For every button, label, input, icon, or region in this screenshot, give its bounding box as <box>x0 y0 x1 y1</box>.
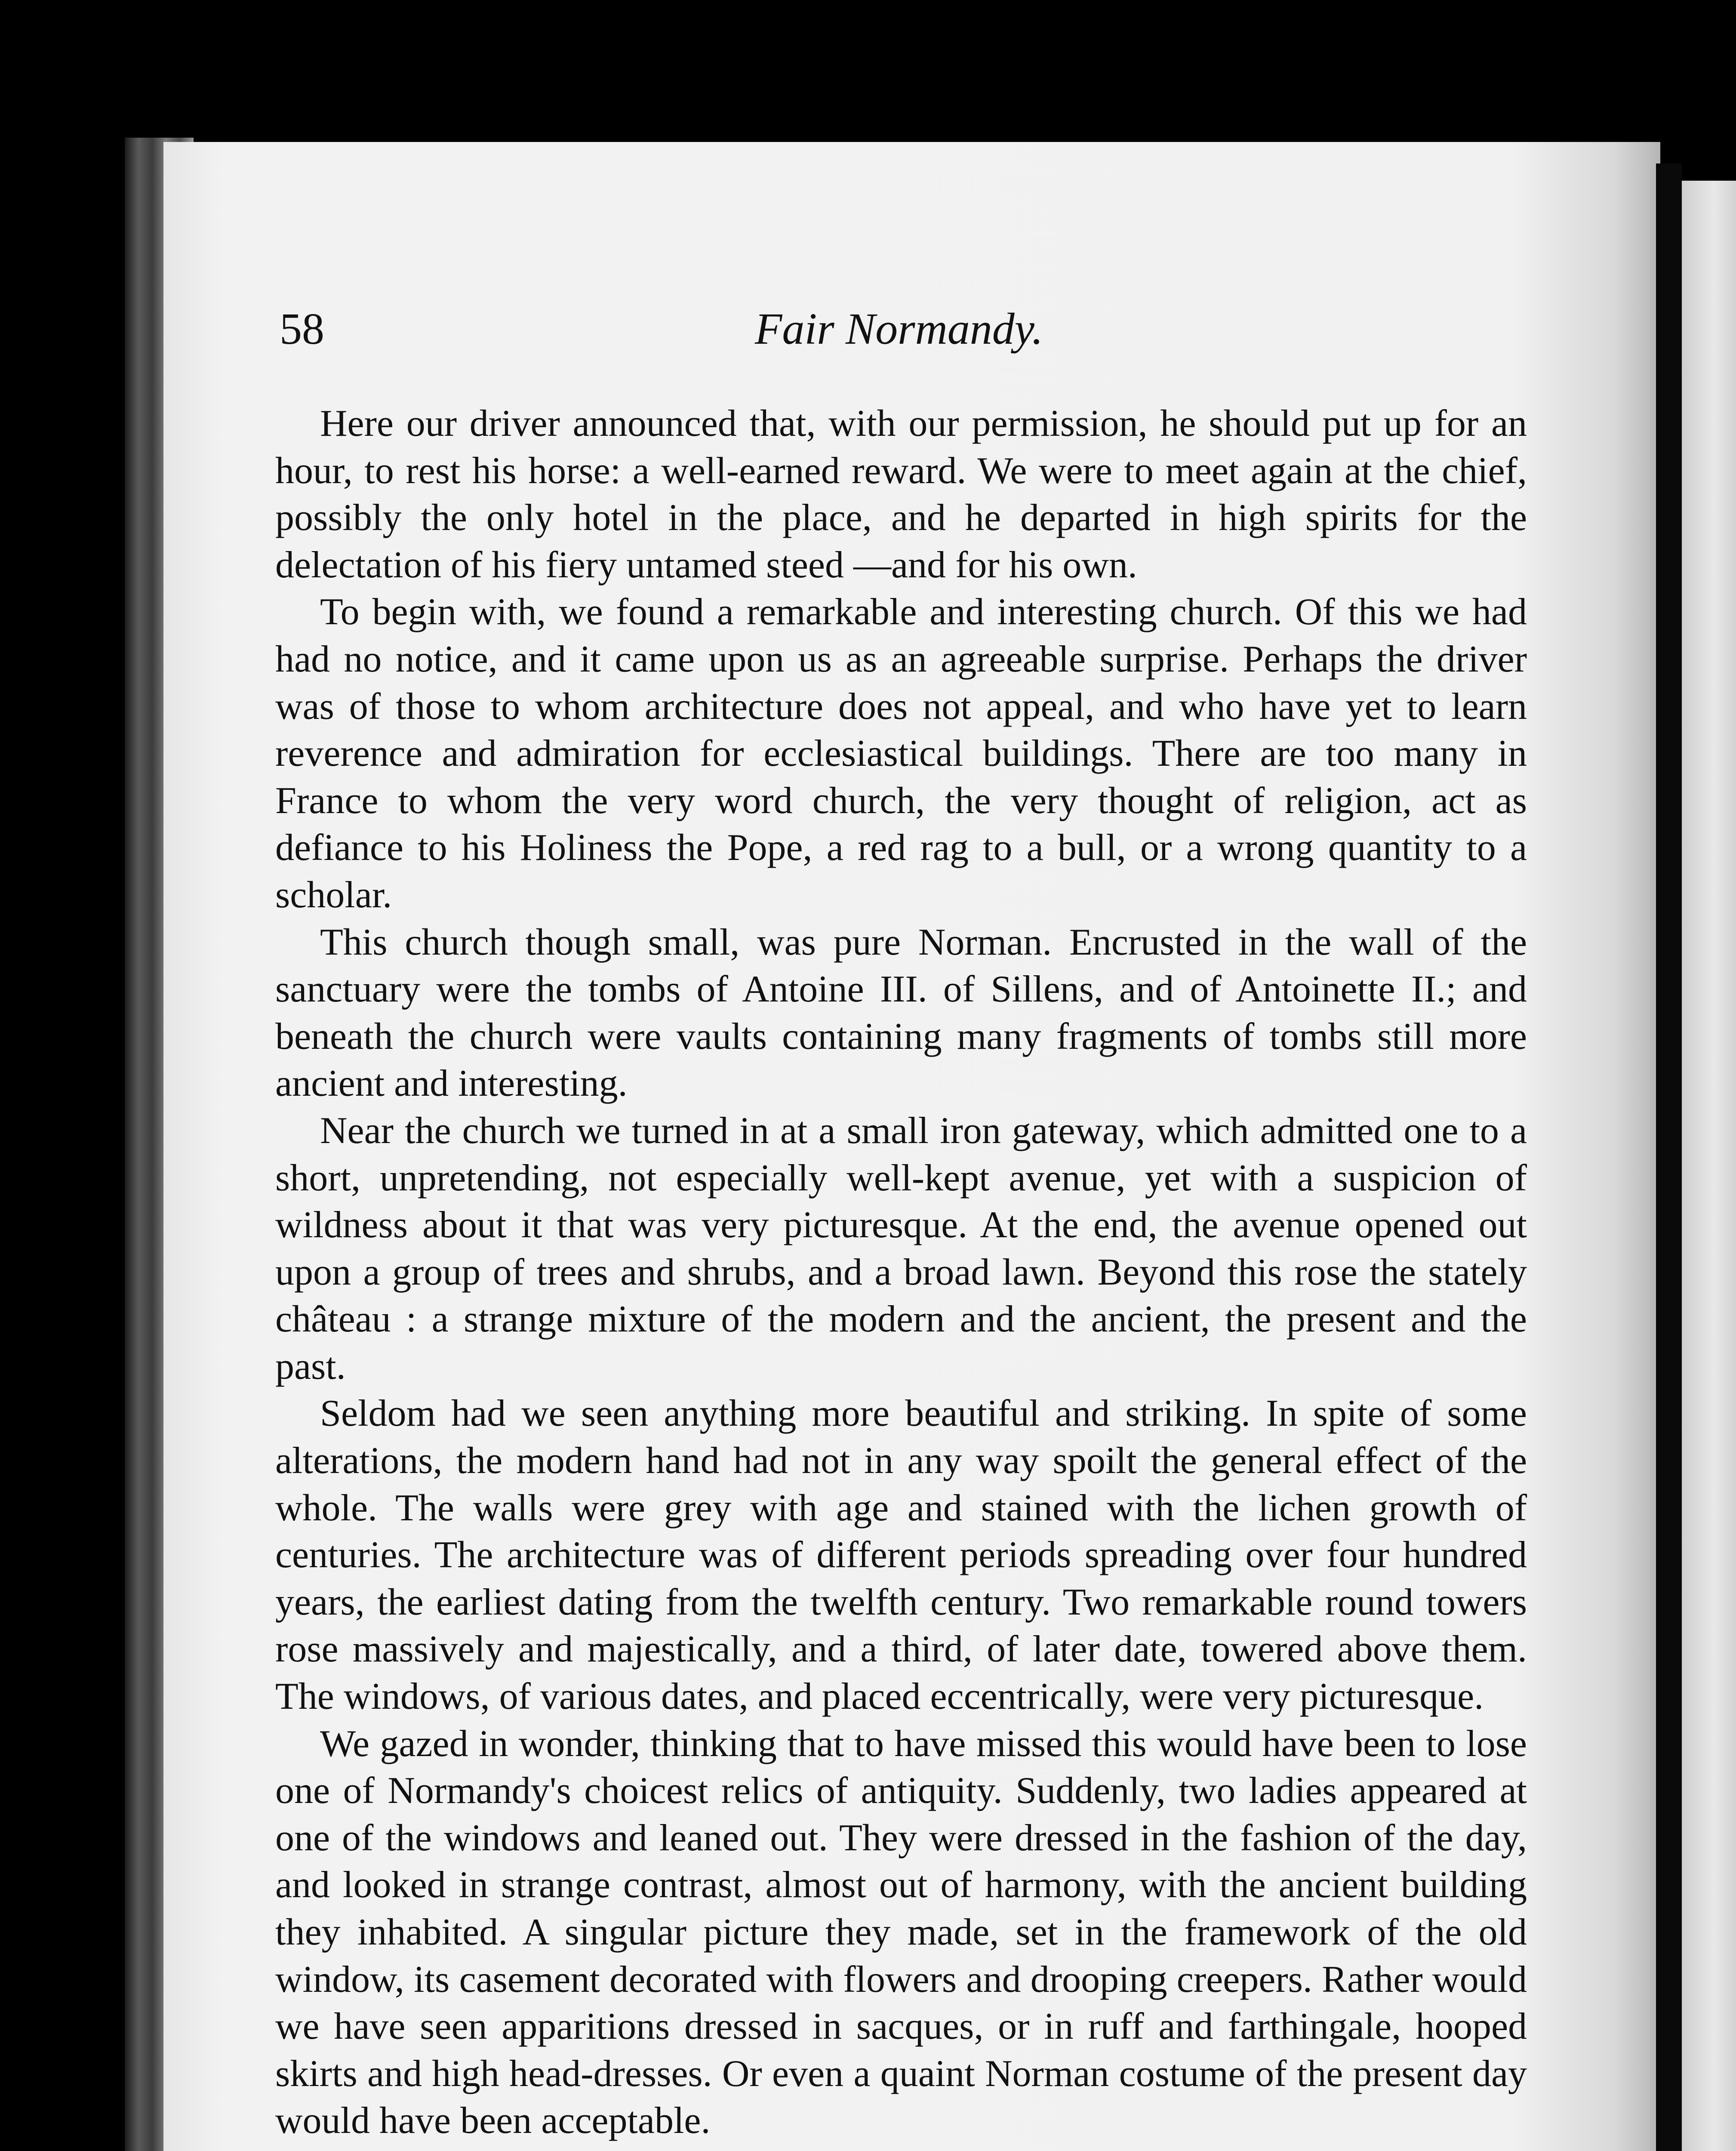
body-text <box>275 400 1527 2151</box>
running-title: Fair Normandy. <box>754 304 1043 354</box>
paragraph: This church though small, was pure Norman. Encrusted in the wall of the sanctuary were the tombs of Antoine III. of Sillens, and of Antoinette II.; and beneath the church were vaults containing many fragments of tombs still more ancient and interesting. <box>275 921 1527 1105</box>
page-header <box>280 303 1518 355</box>
paragraph: Here our driver announced that, with our permission, he should put up for an hour, to rest his horse: a well-earned reward. We were to meet again at the chief, possibly the only hotel in the place, and he departed in high spirits for the delectation of his fiery untamed steed —and for his own. <box>275 403 1527 586</box>
paragraph: We gazed in wonder, thinking that to have missed this would have been to lose one of Normandy's choicest relics of antiquity. Suddenly, two ladies appeared at one of the windows and leaned out. They were dressed in the fashion of the day, and looked in strange contrast, almost out of harmony, with the ancient building they inhabited. A singular picture they made, set in the framework of the old window, its casement decorated with flowers and drooping creepers. Rather would we have seen apparitions dressed in sacques, or in ruff and farthingale, hooped skirts and high head-dresses. Or even a quaint Norman costume of the present day would have been acceptable. <box>275 1723 1527 2142</box>
paragraph: Near the church we turned in at a small iron gateway, which admitted one to a short, unpretending, not especially well-kept avenue, yet with a suspicion of wildness about it that was very picturesque. At the end, the avenue opened out upon a group of trees and shrubs, and a broad lawn. Beyond this rose the stately château : a strange mixture of the modern and the ancient, the present and the past. <box>275 1109 1527 1387</box>
paragraph: To begin with, we found a remarkable and interesting church. Of this we had had no notice, and it came upon us as an agreeable surprise. Perhaps the driver was of those to whom architecture does not appeal, and who have yet to learn reverence and admiration for ecclesiastical buildings. There are too many in France to whom the very word church, the very thought of religion, act as defiance to his Holiness the Pope, a red rag to a bull, or a wrong quantity to a scholar. <box>275 591 1527 916</box>
paragraph: Seldom had we seen anything more beautiful and striking. In spite of some alterations, the modern hand had not in any way spoilt the general effect of the whole. The walls were grey with age and stained with the lichen growth of centuries. The architecture was of different periods spreading over four hundred years, the earliest dating from the twelfth century. Two remarkable round towers rose massively and majestically, and a third, of later date, towered above them. The windows, of various dates, and placed eccentrically, were very picturesque. <box>275 1393 1527 1718</box>
book-spine <box>1656 163 1682 2151</box>
page-number: 58 <box>280 304 324 354</box>
facing-page-edge <box>1682 181 1736 2151</box>
